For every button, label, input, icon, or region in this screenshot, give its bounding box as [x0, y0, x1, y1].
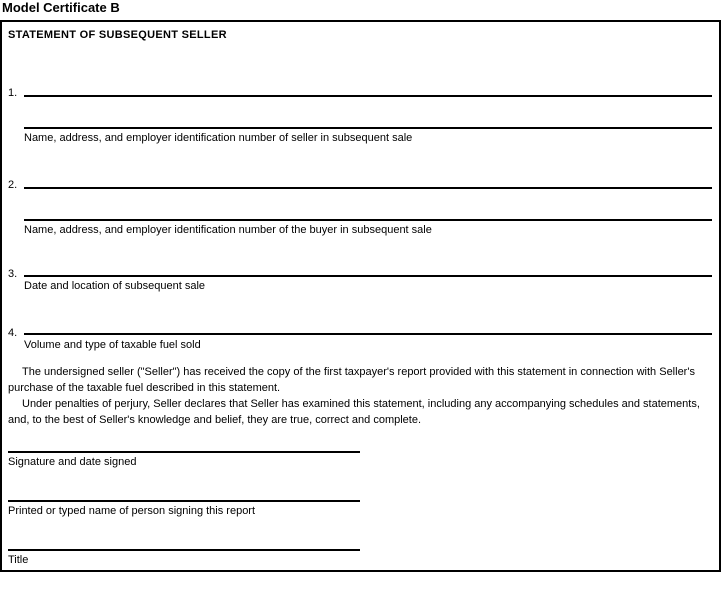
item-4-blank-line	[24, 333, 712, 335]
title-blank-line	[8, 549, 360, 551]
item-3-blank-line	[24, 275, 712, 277]
item-4-caption: Volume and type of taxable fuel sold	[24, 339, 201, 351]
item-1-blank-line-2	[24, 127, 712, 129]
item-1-blank-line-1	[24, 95, 712, 97]
item-3-caption: Date and location of subsequent sale	[24, 280, 206, 292]
item-2-blank-line-1	[24, 187, 712, 189]
printed-name-blank-line	[8, 500, 360, 502]
signature-blank-line	[8, 451, 360, 453]
title-caption: Title	[8, 554, 29, 566]
item-2-blank-line-2	[24, 219, 712, 221]
signature-caption: Signature and date signed	[8, 456, 137, 468]
printed-name-caption: Printed or typed name of person signing this report	[8, 505, 256, 517]
statement-heading: STATEMENT OF SUBSEQUENT SELLER	[8, 29, 227, 41]
certification-text	[8, 364, 709, 428]
certification-paragraph-1: The undersigned seller ("Seller") has received the copy of the first taxpayer's report provided with this statement in connection with Seller's purchase of the taxable fuel described in this statement.	[8, 366, 695, 394]
certificate-box	[0, 20, 721, 572]
item-1-caption: Name, address, and employer identification number of seller in subsequent sale	[24, 132, 413, 144]
document-title: Model Certificate B	[2, 0, 120, 15]
item-2-number: 2.	[8, 179, 18, 191]
item-2-caption: Name, address, and employer identification number of the buyer in subsequent sale	[24, 224, 432, 236]
item-4-number: 4.	[8, 327, 18, 339]
item-1-number: 1.	[8, 87, 18, 99]
item-3-number: 3.	[8, 268, 18, 280]
certification-paragraph-2: Under penalties of perjury, Seller declares that Seller has examined this statement, including any accompanying schedules and statements, and, to the best of Seller's knowledge and belief, they are true, correct and complete.	[8, 398, 700, 426]
